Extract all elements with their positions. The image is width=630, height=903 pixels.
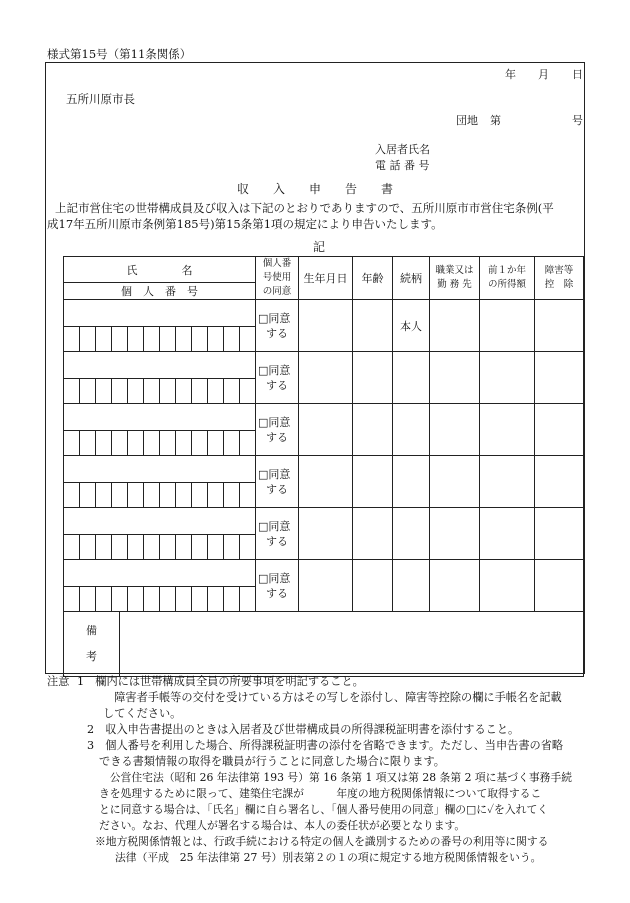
digit-box[interactable]: [192, 431, 208, 455]
name-field[interactable]: [64, 456, 255, 483]
table-row: [64, 560, 584, 612]
digit-box[interactable]: [64, 327, 80, 351]
intro-line-2: 成17年五所川原市条例第185号)第15条第1項の規定により申告いたします。: [47, 217, 443, 231]
estate-label: 団地: [456, 114, 478, 127]
deduction-field[interactable]: [535, 456, 584, 508]
consent-checkbox[interactable]: □同意 する: [256, 352, 299, 404]
deduction-field[interactable]: [535, 404, 584, 456]
age-field[interactable]: [353, 508, 393, 560]
digit-box[interactable]: [128, 379, 144, 403]
age-field[interactable]: [353, 404, 393, 456]
digit-box[interactable]: [64, 431, 80, 455]
digit-box[interactable]: [160, 587, 176, 611]
note-line: 3 個人番号を利用した場合、所得課税証明書の添付を省略できます。ただし、当申告書の省略: [87, 739, 564, 752]
name-field[interactable]: [64, 508, 255, 535]
estate-gou: 号: [572, 114, 583, 127]
digit-box[interactable]: [80, 327, 96, 351]
note-line: ださい。なお、代理人が署名する場合は、本人の委任状が必要となります。: [99, 819, 466, 832]
job-field[interactable]: [430, 560, 480, 612]
digit-box[interactable]: [192, 379, 208, 403]
digit-box[interactable]: [224, 483, 240, 507]
name-field[interactable]: [64, 560, 255, 587]
name-number-cell: [64, 300, 256, 352]
date-month: 月: [538, 68, 549, 81]
digit-box[interactable]: [224, 431, 240, 455]
digit-box[interactable]: [176, 483, 192, 507]
relation-field[interactable]: [393, 352, 430, 404]
individual-number-boxes: [64, 431, 255, 455]
birth-field[interactable]: [299, 560, 353, 612]
digit-box[interactable]: [128, 327, 144, 351]
note-line: 障害者手帳等の交付を受けている方はその写しを添付し、障害等控除の欄に手帳名を記載: [103, 691, 562, 704]
digit-box[interactable]: [80, 379, 96, 403]
deduction-field[interactable]: [535, 508, 584, 560]
date-year: 年: [505, 68, 516, 81]
relation-field[interactable]: [393, 456, 430, 508]
digit-box[interactable]: [208, 379, 224, 403]
ki-label: 記: [313, 240, 326, 254]
name-field[interactable]: [64, 404, 255, 431]
digit-box[interactable]: [208, 535, 224, 559]
header-income: 前１か年 の所得額: [480, 257, 535, 300]
digit-box[interactable]: [208, 483, 224, 507]
consent-checkbox[interactable]: □同意 する: [256, 508, 299, 560]
individual-number-boxes: [64, 327, 255, 351]
digit-box[interactable]: [144, 327, 160, 351]
remarks-row: [64, 612, 584, 677]
phone-label: 電 話 番 号: [375, 159, 430, 172]
note-line: 公営住宅法（昭和 26 年法律第 193 号）第 16 条第 1 項又は第 28 条第 2 項に基づく事務手続: [99, 771, 573, 784]
digit-box[interactable]: [80, 483, 96, 507]
name-number-cell: [64, 352, 256, 404]
digit-box[interactable]: [96, 587, 112, 611]
digit-box[interactable]: [192, 327, 208, 351]
digit-box[interactable]: [240, 379, 255, 403]
birth-field[interactable]: [299, 508, 353, 560]
digit-box[interactable]: [176, 431, 192, 455]
digit-box[interactable]: [96, 431, 112, 455]
digit-box[interactable]: [160, 535, 176, 559]
digit-box[interactable]: [80, 535, 96, 559]
income-field[interactable]: [480, 352, 535, 404]
digit-box[interactable]: [112, 587, 128, 611]
digit-box[interactable]: [240, 483, 255, 507]
job-field[interactable]: [430, 404, 480, 456]
digit-box[interactable]: [96, 379, 112, 403]
table-row: [64, 508, 584, 560]
individual-number-boxes: [64, 535, 255, 559]
date-day: 日: [572, 68, 583, 81]
note-line: 1 欄内には世帯構成員全員の所要事項を明記すること。: [77, 675, 364, 688]
note-line: できる書類情報の取得を職員が行うことに同意した場合に限ります。: [99, 755, 445, 768]
digit-box[interactable]: [128, 587, 144, 611]
relation-field[interactable]: 本人: [393, 300, 430, 352]
note-line: 2 収入申告書提出のときは入居者及び世帯構成員の所得課税証明書を添付すること。: [87, 723, 520, 736]
individual-number-boxes: [64, 587, 255, 611]
digit-box[interactable]: [208, 587, 224, 611]
income-field[interactable]: [480, 560, 535, 612]
digit-box[interactable]: [96, 327, 112, 351]
age-field[interactable]: [353, 560, 393, 612]
consent-checkbox[interactable]: □同意 する: [256, 560, 299, 612]
notes-label: 注意: [47, 675, 70, 688]
header-job: 職業又は 勤 務 先: [430, 257, 480, 300]
age-field[interactable]: [353, 456, 393, 508]
digit-box[interactable]: [96, 535, 112, 559]
digit-box[interactable]: [224, 379, 240, 403]
deduction-field[interactable]: [535, 352, 584, 404]
header-name: 氏 名: [64, 258, 255, 283]
header-birth: 生年月日: [299, 257, 353, 300]
note-line: 法律（平成 25 年法律第 27 号）別表第２の１の項に規定する地方税関係情報をいう。: [115, 851, 542, 864]
relation-field[interactable]: [393, 404, 430, 456]
digit-box[interactable]: [208, 327, 224, 351]
digit-box[interactable]: [176, 535, 192, 559]
digit-box[interactable]: [160, 431, 176, 455]
age-field[interactable]: [353, 300, 393, 352]
form-number: 様式第15号（第11条関係）: [47, 47, 192, 61]
birth-field[interactable]: [299, 352, 353, 404]
digit-box[interactable]: [144, 431, 160, 455]
table-row: [64, 404, 584, 456]
digit-box[interactable]: [128, 483, 144, 507]
table-row: [64, 300, 584, 352]
digit-box[interactable]: [208, 431, 224, 455]
digit-box[interactable]: [240, 535, 255, 559]
header-relation: 続柄: [393, 257, 430, 300]
table-row: [64, 352, 584, 404]
job-field[interactable]: [430, 352, 480, 404]
digit-box[interactable]: [112, 431, 128, 455]
header-deduction: 障害等 控 除: [535, 257, 584, 300]
table-header-row: [64, 257, 584, 300]
digit-box[interactable]: [176, 327, 192, 351]
digit-box[interactable]: [64, 379, 80, 403]
digit-box[interactable]: [144, 379, 160, 403]
digit-box[interactable]: [144, 587, 160, 611]
birth-field[interactable]: [299, 300, 353, 352]
digit-box[interactable]: [128, 431, 144, 455]
name-number-cell: [64, 404, 256, 456]
digit-box[interactable]: [80, 587, 96, 611]
digit-box[interactable]: [224, 587, 240, 611]
digit-box[interactable]: [224, 535, 240, 559]
digit-box[interactable]: [112, 483, 128, 507]
note-line: してください。: [103, 707, 182, 720]
remarks-field[interactable]: [120, 612, 583, 676]
intro-line-1: 上記市営住宅の世帯構成員及び収入は下記のとおりでありますので、五所川原市市営住宅条例(平: [55, 201, 554, 215]
income-field[interactable]: [480, 508, 535, 560]
digit-box[interactable]: [64, 587, 80, 611]
header-name-number: [64, 257, 256, 300]
digit-box[interactable]: [160, 379, 176, 403]
income-field[interactable]: [480, 300, 535, 352]
birth-field[interactable]: [299, 456, 353, 508]
addressee: 五所川原市長: [66, 92, 135, 106]
table-row: [64, 456, 584, 508]
name-field[interactable]: [64, 352, 255, 379]
birth-field[interactable]: [299, 404, 353, 456]
digit-box[interactable]: [176, 587, 192, 611]
digit-box[interactable]: [240, 587, 255, 611]
name-number-cell: [64, 508, 256, 560]
digit-box[interactable]: [160, 327, 176, 351]
digit-box[interactable]: [80, 431, 96, 455]
header-age: 年齢: [353, 257, 393, 300]
digit-box[interactable]: [96, 483, 112, 507]
digit-box[interactable]: [240, 327, 255, 351]
digit-box[interactable]: [112, 379, 128, 403]
note-line: きを処理するために限って、建築住宅課が 年度の地方税関係情報について取得するこ: [99, 787, 542, 800]
digit-box[interactable]: [192, 535, 208, 559]
income-field[interactable]: [480, 404, 535, 456]
digit-box[interactable]: [192, 483, 208, 507]
digit-box[interactable]: [144, 483, 160, 507]
relation-field[interactable]: [393, 508, 430, 560]
consent-checkbox[interactable]: □同意 する: [256, 456, 299, 508]
deduction-field[interactable]: [535, 560, 584, 612]
digit-box[interactable]: [112, 327, 128, 351]
relation-field[interactable]: [393, 560, 430, 612]
age-field[interactable]: [353, 352, 393, 404]
header-consent: 個人番 号使用 の同意: [256, 257, 299, 300]
job-field[interactable]: [430, 508, 480, 560]
note-line: ※地方税関係情報とは、行政手続における特定の個人を識別するための番号の利用等に関する: [95, 835, 549, 848]
digit-box[interactable]: [128, 535, 144, 559]
document-title: 収 入 申 告 書: [237, 182, 394, 196]
digit-box[interactable]: [144, 535, 160, 559]
member-table: [63, 256, 584, 677]
digit-box[interactable]: [240, 431, 255, 455]
individual-number-boxes: [64, 379, 255, 403]
digit-box[interactable]: [160, 483, 176, 507]
name-number-cell: [64, 456, 256, 508]
consent-checkbox[interactable]: □同意 する: [256, 300, 299, 352]
consent-checkbox[interactable]: □同意 する: [256, 404, 299, 456]
resident-name-label: 入居者氏名: [375, 143, 430, 156]
digit-box[interactable]: [112, 535, 128, 559]
deduction-field[interactable]: [535, 300, 584, 352]
digit-box[interactable]: [224, 327, 240, 351]
name-field[interactable]: [64, 300, 255, 327]
header-number: 個 人 番 号: [121, 284, 198, 298]
digit-box[interactable]: [176, 379, 192, 403]
digit-box[interactable]: [64, 483, 80, 507]
individual-number-boxes: [64, 483, 255, 507]
digit-box[interactable]: [192, 587, 208, 611]
note-line: とに同意する場合は、「氏名」欄に自ら署名し、「個人番号使用の同意」欄の□に✓を入れてく: [99, 803, 549, 816]
digit-box[interactable]: [64, 535, 80, 559]
name-number-cell: [64, 560, 256, 612]
remarks-label: 備 考: [64, 612, 120, 676]
estate-dai: 第: [490, 114, 501, 127]
job-field[interactable]: [430, 456, 480, 508]
income-field[interactable]: [480, 456, 535, 508]
job-field[interactable]: [430, 300, 480, 352]
